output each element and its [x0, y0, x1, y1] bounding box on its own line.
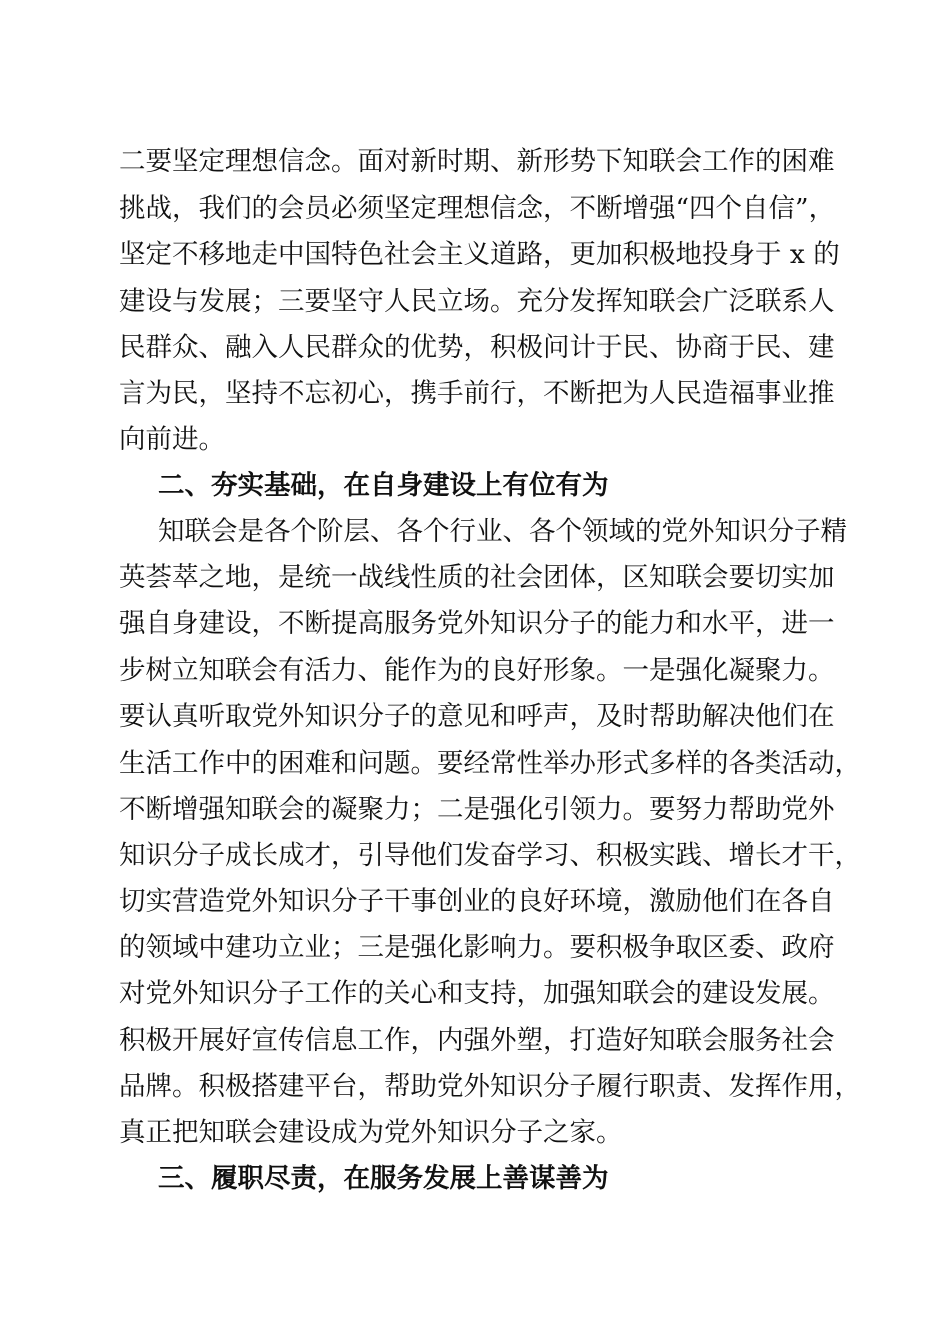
paragraph-line: 向前进。: [119, 424, 225, 455]
paragraph-line: 积极开展好宣传信息工作，内强外塑，打造好知联会服务社会: [119, 1025, 835, 1056]
paragraph-line: 对党外知识分子工作的关心和支持，加强知联会的建设发展。: [119, 978, 835, 1009]
paragraph-line: 建设与发展；三要坚守人民立场。充分发挥知联会广泛联系人: [119, 286, 835, 317]
paragraph-line: 切实营造党外知识分子干事创业的良好环境，激励他们在各自: [119, 886, 835, 917]
paragraph-line: 二要坚定理想信念。面对新时期、新形势下知联会工作的困难: [119, 146, 835, 177]
paragraph-line: 真正把知联会建设成为党外知识分子之家。: [119, 1117, 623, 1148]
paragraph-line: 的领域中建功立业；三是强化影响力。要积极争取区委、政府: [119, 932, 835, 963]
paragraph-line: 要认真听取党外知识分子的意见和呼声，及时帮助解决他们在: [119, 701, 835, 732]
paragraph-line: 坚定不移地走中国特色社会主义道路，更加积极地投身于 x 的: [119, 239, 840, 270]
section-heading-2: 二、夯实基础，在自身建设上有位有为: [158, 470, 609, 501]
paragraph-line: 民群众、融入人民群众的优势，积极问计于民、协商于民、建: [119, 332, 835, 363]
section-heading-3: 三、履职尽责，在服务发展上善谋善为: [158, 1163, 609, 1194]
paragraph-line: 英荟萃之地，是统一战线性质的社会团体，区知联会要切实加: [119, 562, 835, 593]
paragraph-line: 挑战，我们的会员必须坚定理想信念，不断增强“四个自信”，: [119, 193, 836, 224]
paragraph-line: 品牌。积极搭建平台，帮助党外知识分子履行职责、发挥作用，: [119, 1071, 861, 1102]
paragraph-line: 知联会是各个阶层、各个行业、各个领域的党外知识分子精: [158, 516, 847, 547]
paragraph-line: 生活工作中的困难和问题。要经常性举办形式多样的各类活动，: [119, 748, 861, 779]
paragraph-line: 不断增强知联会的凝聚力；二是强化引领力。要努力帮助党外: [119, 794, 835, 825]
paragraph-line: 知识分子成长成才，引导他们发奋学习、积极实践、增长才干，: [119, 840, 861, 871]
paragraph-line: 强自身建设，不断提高服务党外知识分子的能力和水平，进一: [119, 608, 835, 639]
paragraph-line: 言为民，坚持不忘初心，携手前行，不断把为人民造福事业推: [119, 378, 835, 409]
paragraph-line: 步树立知联会有活力、能作为的良好形象。一是强化凝聚力。: [119, 655, 835, 686]
